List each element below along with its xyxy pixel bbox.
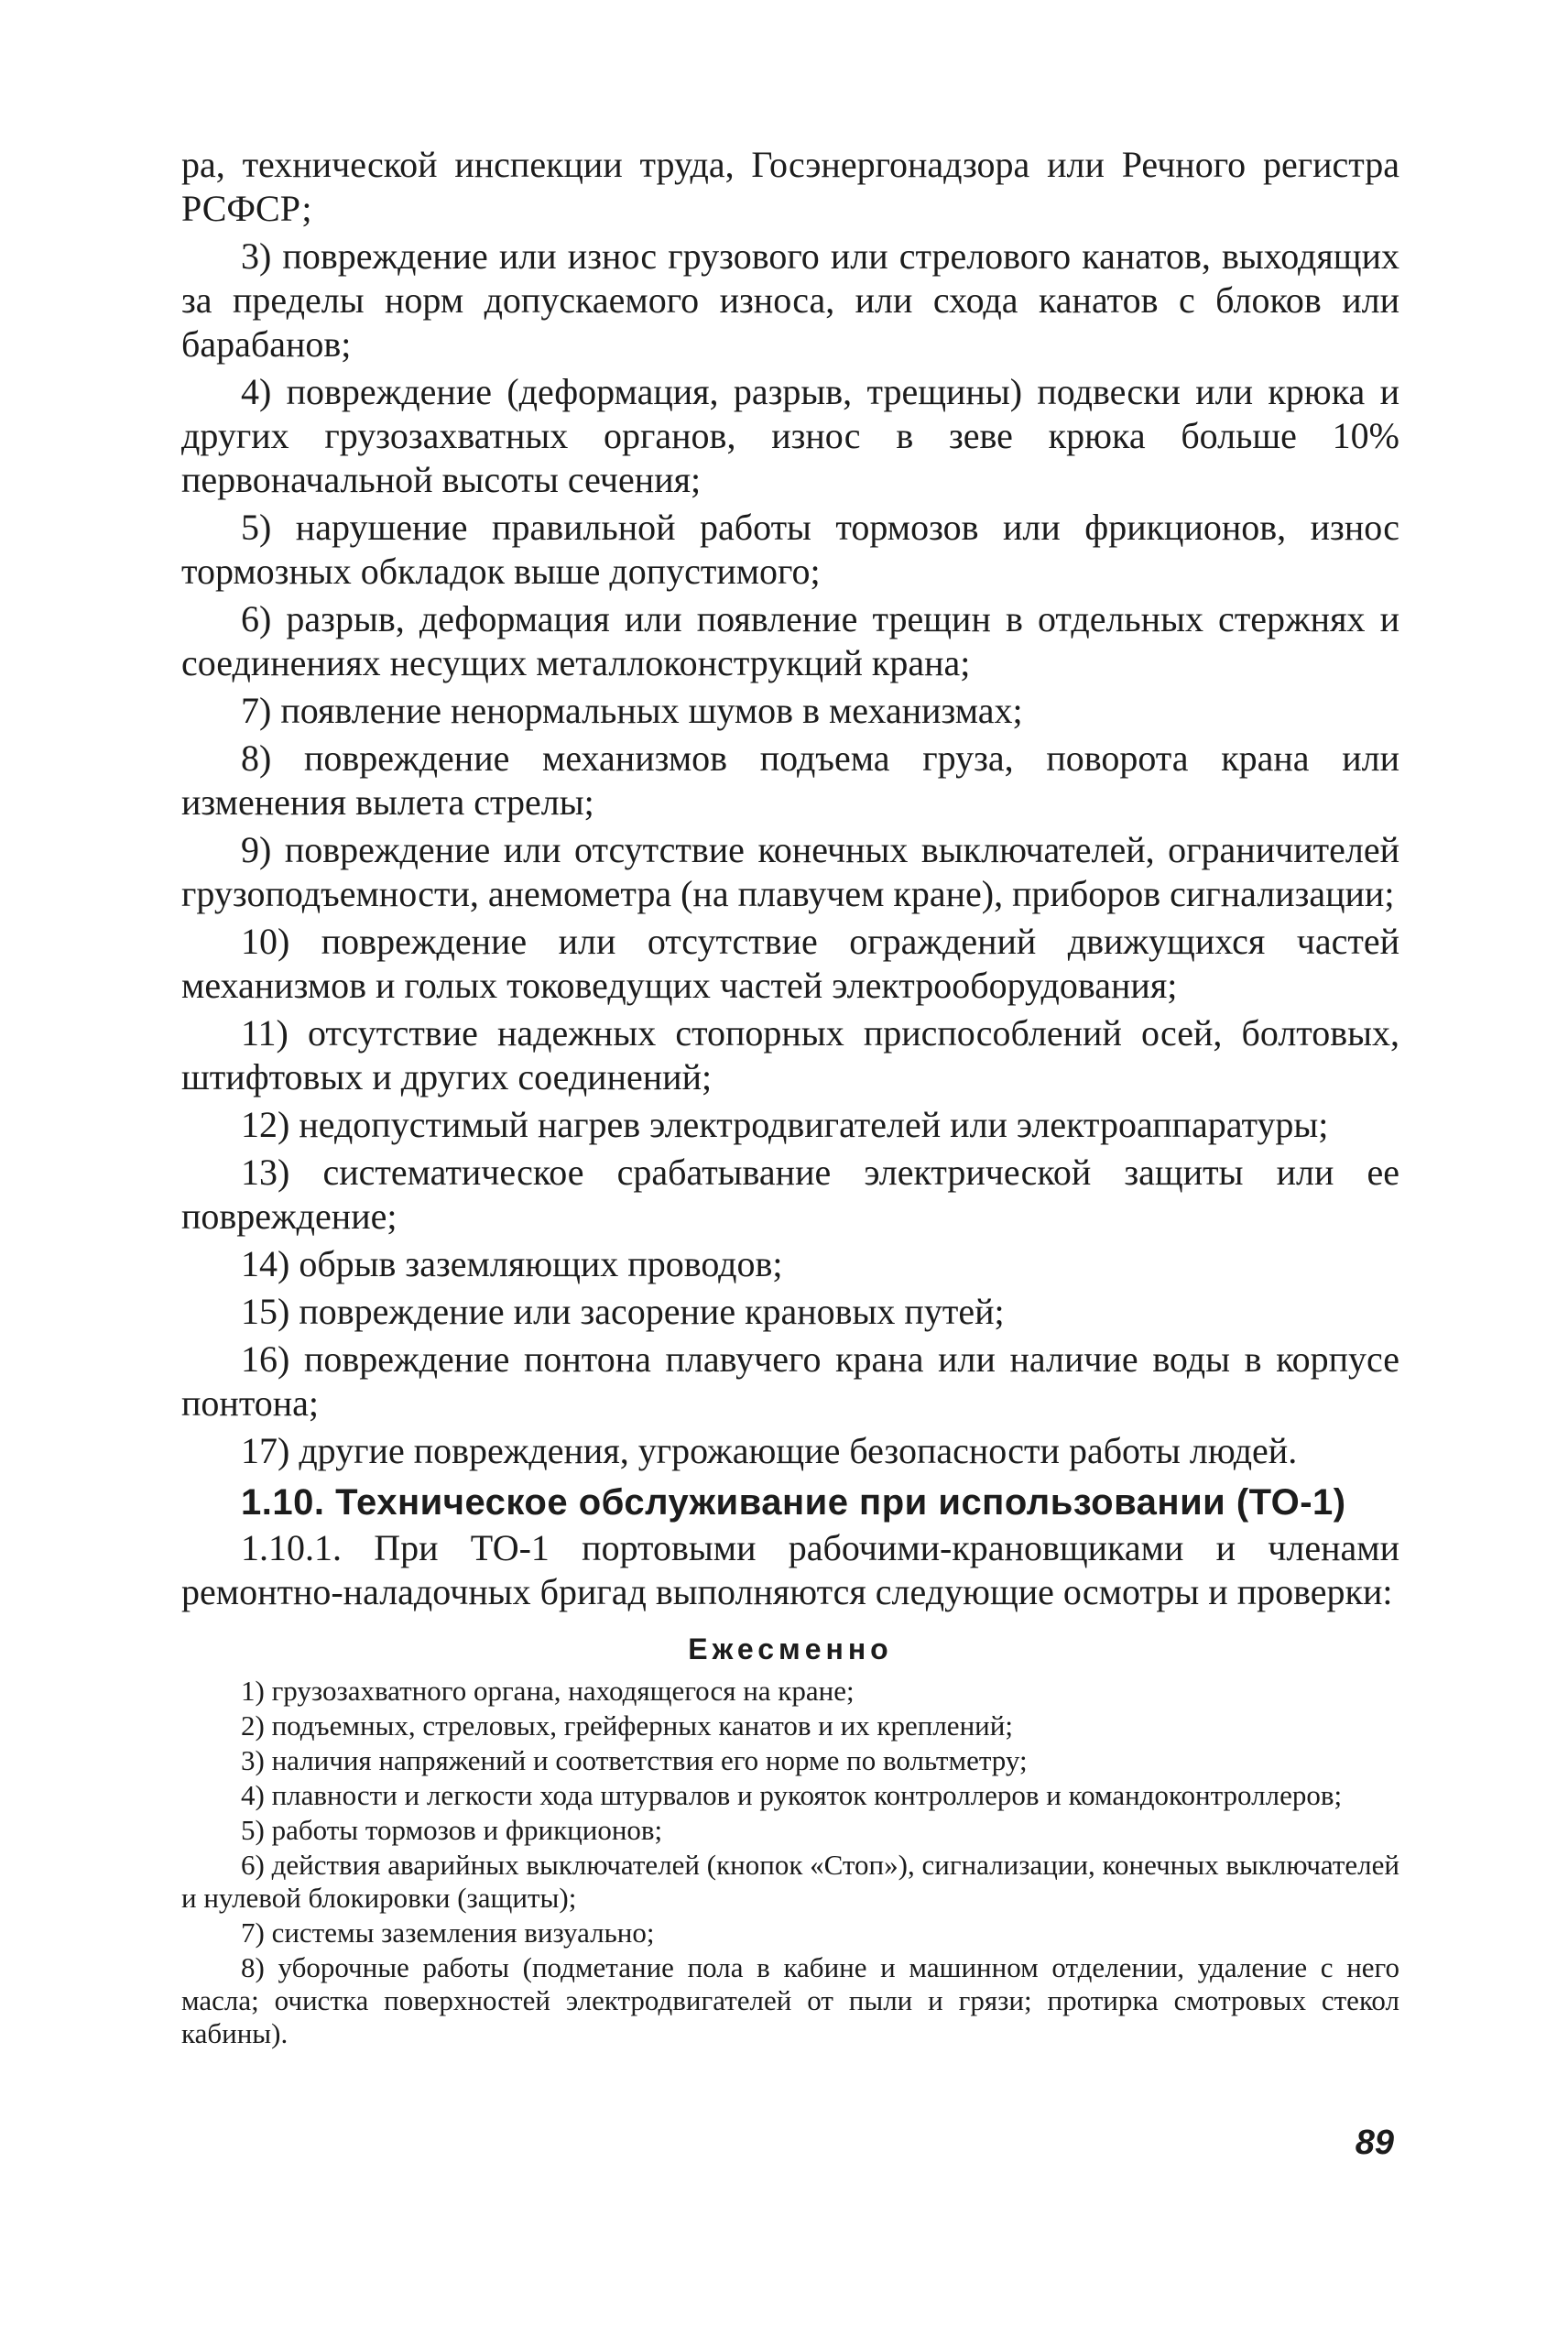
checklist-item: 1) грузозахватного органа, находящегося на кране; <box>241 1675 855 1707</box>
checklist-item: 2) подъемных, стреловых, грейферных канатов и их креплений; <box>241 1709 1013 1742</box>
list-item: 9) повреждение или отсутствие конечных выключателей, ограничителей грузоподъемности, анемометра (на плавучем кране), приборов сигнализации; <box>181 829 1399 914</box>
numbered-list <box>181 143 1399 1473</box>
list-item: 11) отсутствие надежных стопорных приспособлений осей, болтовых, штифтовых и других соединений; <box>181 1012 1399 1097</box>
list-item: 14) обрыв заземляющих проводов; <box>241 1243 783 1284</box>
checklist-item: 5) работы тормозов и фрикционов; <box>241 1814 663 1846</box>
list-item: 13) систематическое срабатывание электрической защиты или ее повреждение; <box>181 1152 1399 1237</box>
list-item: 15) повреждение или засорение крановых путей; <box>241 1291 1005 1332</box>
checklist <box>181 1675 1399 2050</box>
continued-paragraph: ра, технической инспекции труда, Госэнергонадзора или Речного регистра РСФСР; <box>181 144 1399 229</box>
list-item: 5) нарушение правильной работы тормозов или фрикционов, износ тормозных обкладок выше допустимого; <box>181 507 1399 592</box>
section-heading: 1.10. Техническое обслуживание при использовании (ТО-1) <box>241 1482 1346 1523</box>
list-item: 17) другие повреждения, угрожающие безопасности работы людей. <box>241 1430 1298 1471</box>
checklist-item: 3) наличия напряжений и соответствия его норме по вольтметру; <box>241 1744 1028 1776</box>
page-number: 89 <box>1355 2124 1394 2162</box>
checklist-item: 4) плавности и легкости хода штурвалов и рукояток контроллеров и командоконтроллеров; <box>241 1779 1343 1811</box>
checklist-item: 6) действия аварийных выключателей (кнопок «Стоп»), сигнализации, конечных выключателей и нулевой блокировки (защиты); <box>181 1849 1399 1914</box>
list-item: 8) повреждение механизмов подъема груза, поворота крана или изменения вылета стрелы; <box>181 737 1399 823</box>
list-item: 6) разрыв, деформация или появление трещин в отдельных стержнях и соединениях несущих металлоконструкций крана; <box>181 598 1399 683</box>
checklist-item: 8) уборочные работы (подметание пола в кабине и машинном отделении, удаление с него масла; очистка поверхностей электродвигателей от пыли и грязи; протирка смотровых стекол кабины). <box>181 1951 1399 2049</box>
list-item: 16) повреждение понтона плавучего крана или наличие воды в корпусе понтона; <box>181 1338 1399 1424</box>
document-page <box>181 143 1399 2050</box>
list-item: 12) недопустимый нагрев электродвигателей или электроаппаратуры; <box>241 1104 1329 1145</box>
clause-paragraph: 1.10.1. При ТО-1 портовыми рабочими-крановщиками и членами ремонтно-наладочных бригад выполняются следующие осмотры и проверки: <box>181 1527 1399 1612</box>
checklist-item: 7) системы заземления визуально; <box>241 1916 655 1949</box>
list-item: 4) повреждение (деформация, разрыв, трещины) подвески или крюка и других грузозахватных органов, износ в зеве крюка больше 10% первоначальной высоты сечения; <box>181 371 1399 500</box>
subheading: Ежесменно <box>688 1633 893 1665</box>
list-item: 10) повреждение или отсутствие ограждений движущихся частей механизмов и голых токоведущих частей электрооборудования; <box>181 921 1399 1006</box>
list-item: 7) появление ненормальных шумов в механизмах; <box>241 690 1023 731</box>
list-item: 3) повреждение или износ грузового или стрелового канатов, выходящих за пределы норм допускаемого износа, или схода канатов с блоков или барабанов; <box>181 235 1399 365</box>
